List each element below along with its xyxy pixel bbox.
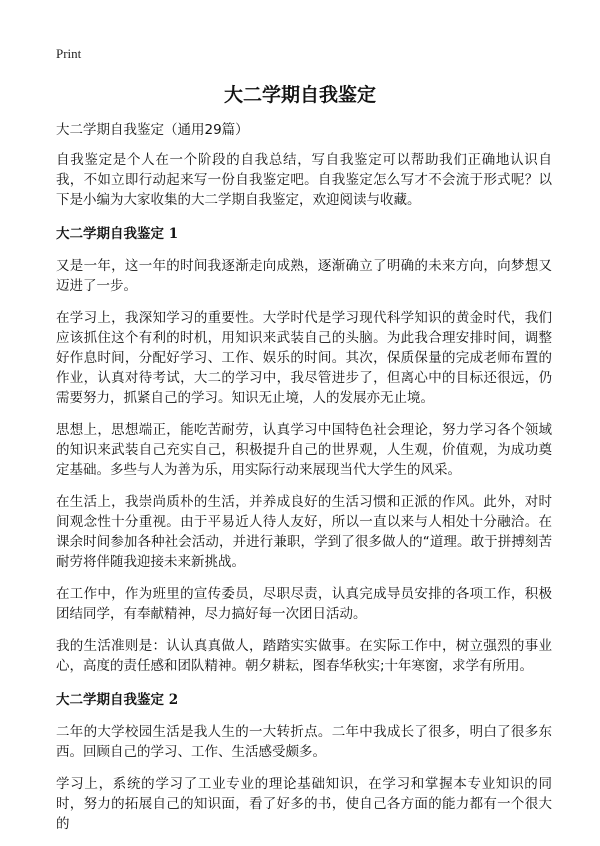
document-body <box>56 120 552 846</box>
document-title: 大二学期自我鉴定 <box>223 84 376 106</box>
body-paragraph: 我的生活准则是：认认真真做人，踏踏实实做事。在实际工作中，树立强烈的事业心，高度的责任感和团队精神。朝夕耕耘，图春华秋实;十年寒窗，求学有所用。 <box>56 638 552 674</box>
body-paragraph: 在学习上，我深知学习的重要性。大学时代是学习现代科学知识的黄金时代，我们应该抓住这个有利的时机，用知识来武装自己的头脑。为此我合理安排时间，调整好作息时间，分配好学习、工作、娱乐的时间。其次，保质保量的完成老师布置的作业，认真对待考试，大二的学习中，我尽管进步了，但离心中的目标还很远，仍需要努力，抓紧自己的学习。知识无止境，人的发展亦无止境。 <box>56 310 552 406</box>
body-paragraph: 思想上，思想端正，能吃苦耐劳，认真学习中国特色社会理论，努力学习各个领域的知识来武装自己充实自己，积极提升自己的世界观，人生观，价值观，为成功奠定基础。多些与人为善为乐，用实际行动来展现当代大学生的风采。 <box>56 422 552 478</box>
body-paragraph: 二年的大学校园生活是我人生的一大转折点。二年中我成长了很多，明白了很多东西。回顾自己的学习、工作、生活感受颇多。 <box>56 724 552 760</box>
section-heading: 大二学期自我鉴定 1 <box>56 226 179 242</box>
document-subtitle: 大二学期自我鉴定（通用29篇） <box>56 122 249 138</box>
body-paragraph: 又是一年，这一年的时间我逐渐走向成熟，逐渐确立了明确的未来方向，向梦想又迈进了一步。 <box>56 258 552 294</box>
body-paragraph: 在工作中，作为班里的宣传委员，尽职尽责，认真完成导员安排的各项工作，积极团结同学，有奉献精神，尽力搞好每一次团日活动。 <box>56 586 552 622</box>
intro-paragraph: 自我鉴定是个人在一个阶段的自我总结，写自我鉴定可以帮助我们正确地认识自我，不如立即行动起来写一份自我鉴定吧。自我鉴定怎么写才不会流于形式呢？以下是小编为大家收集的大二学期自我鉴定，欢迎阅读与收藏。 <box>56 152 552 208</box>
print-link[interactable]: Print <box>56 46 82 61</box>
body-paragraph: 学习上，系统的学习了工业专业的理论基础知识，在学习和掌握本专业知识的同时，努力的拓展自己的知识面，看了好多的书，使自己各方面的能力都有一个很大的 <box>56 776 552 832</box>
body-paragraph: 在生活上，我崇尚质朴的生活，并养成良好的生活习惯和正派的作风。此外，对时间观念性十分重视。由于平易近人待人友好，所以一直以来与人相处十分融洽。在课余时间参加各种社会活动，并进行兼职，学到了很多做人的“道理。敢于拼搏刻苦耐劳将伴随我迎接未来新挑战。 <box>56 494 552 570</box>
section-heading: 大二学期自我鉴定 2 <box>56 692 179 708</box>
